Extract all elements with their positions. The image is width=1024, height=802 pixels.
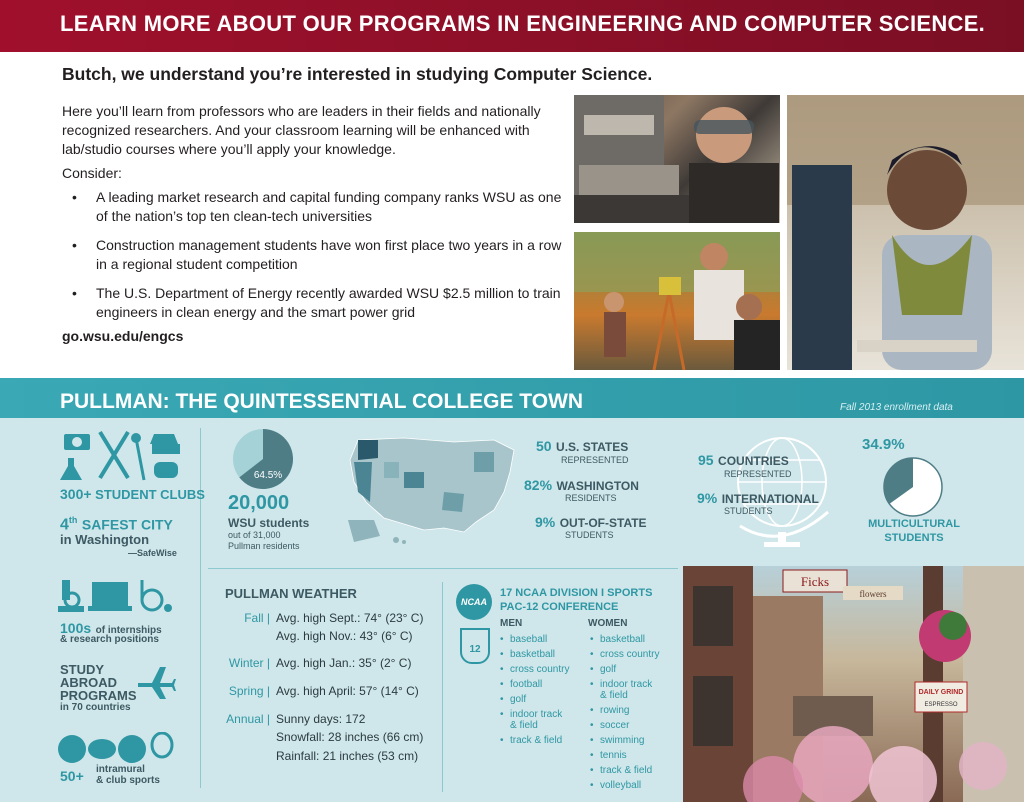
divider	[208, 568, 678, 569]
women-label: WOMEN	[588, 618, 628, 629]
list-item: • cross country	[588, 647, 668, 662]
countries-stat: 95 COUNTRIES	[698, 452, 789, 468]
multicultural-pie	[882, 456, 944, 518]
header-banner	[0, 0, 1024, 52]
washington-sub: RESIDENTS	[565, 493, 617, 503]
list-item: • volleyball	[588, 778, 668, 793]
safest-city-stat: 4th SAFEST CITY	[60, 515, 173, 534]
men-label: MEN	[500, 618, 523, 629]
student-computer-photo	[787, 95, 1024, 370]
women-sports-list	[588, 632, 668, 793]
weather-row: Avg. high Nov.: 43° (6° C)	[276, 629, 413, 643]
states-stat: 50 U.S. STATES	[536, 438, 629, 454]
airplane-icon	[136, 665, 176, 706]
weather-row: Spring | Avg. high April: 57° (14° C)	[228, 684, 419, 698]
list-item: • rowing	[588, 703, 668, 718]
bullet-list	[62, 188, 562, 332]
weather-row: Snowfall: 28 inches (66 cm)	[276, 730, 424, 744]
list-item: • tennis	[588, 748, 668, 763]
students-label: WSU students	[228, 516, 310, 530]
student-share-pie	[232, 428, 294, 490]
study-abroad-stat: STUDY ABROAD PROGRAMS	[60, 662, 137, 703]
internships-sub: & research positions	[60, 634, 159, 645]
clubs-stat: 300+ STUDENT CLUBS	[60, 486, 205, 502]
multicultural-pct: 34.9%	[862, 436, 905, 453]
safest-city-state: in Washington	[60, 532, 150, 547]
program-link[interactable]: go.wsu.edu/engcs	[62, 328, 184, 344]
list-item: • basketball	[498, 647, 580, 662]
list-item: • track & field	[588, 763, 668, 778]
pullman-title: PULLMAN: THE QUINTESSENTIAL COLLEGE TOWN	[60, 390, 584, 413]
safest-city-source: —SafeWise	[128, 548, 177, 558]
list-item: • basketball	[588, 632, 668, 647]
svg-text:Ficks: Ficks	[800, 574, 830, 589]
surveying-students-photo	[574, 232, 780, 370]
students-sub: out of 31,000 Pullman residents	[228, 530, 300, 551]
students-number: 20,000	[228, 492, 290, 514]
states-sub: REPRESENTED	[561, 455, 629, 465]
weather-row: Fall | Avg. high Sept.: 74° (23° C)	[244, 611, 424, 625]
multicultural-label: MULTICULTURAL STUDENTS	[868, 518, 960, 544]
svg-text:flowers: flowers	[859, 589, 887, 599]
list-item: • indoor track & field	[588, 677, 660, 703]
bullet-item: • A leading market research and capital funding company ranks WSU as one of the nation’s top ten clean-tech universities	[62, 188, 562, 226]
internships-stat: 100s of internships	[60, 620, 162, 636]
weather-row: Annual | Sunny days: 172	[226, 712, 366, 726]
weather-row: Rainfall: 21 inches (53 cm)	[276, 749, 419, 763]
bullet-item: • The U.S. Department of Energy recently awarded WSU $2.5 million to train engineers in clean energy and the smart power grid	[62, 284, 562, 322]
us-map	[344, 432, 522, 548]
list-item: • indoor track & field	[498, 707, 570, 733]
enrollment-note: Fall 2013 enrollment data	[840, 402, 953, 413]
list-item: • cross country	[498, 662, 580, 677]
list-item: • golf	[498, 692, 580, 707]
lab-student-photo	[574, 95, 780, 223]
men-sports-list	[498, 632, 580, 748]
out-of-state-stat: 9% OUT-OF-STATE	[535, 514, 647, 530]
research-icons	[58, 578, 178, 623]
ncaa-title: 17 NCAA DIVISION I SPORTS PAC-12 CONFERENCE	[500, 587, 653, 613]
svg-text:64.5%: 64.5%	[253, 470, 283, 481]
countries-sub: REPRESENTED	[724, 469, 792, 479]
intramural-label: intramural & club sports	[96, 764, 160, 786]
out-of-state-sub: STUDENTS	[565, 530, 614, 540]
consider-label: Consider:	[62, 165, 122, 181]
svg-text:DAILY GRIND: DAILY GRIND	[918, 689, 964, 696]
banner-title: LEARN MORE ABOUT OUR PROGRAMS IN ENGINEERING AND COMPUTER SCIENCE.	[60, 11, 986, 36]
divider	[442, 582, 443, 792]
pullman-section-header	[0, 378, 1024, 418]
personalized-subtitle: Butch, we understand you’re interested in studying Computer Science.	[62, 64, 653, 84]
bullet-item: • Construction management students have won first place two years in a row in a regional student competition	[62, 236, 562, 274]
ncaa-logo: NCAA	[456, 584, 492, 620]
list-item: • baseball	[498, 632, 580, 647]
weather-row: Winter | Avg. high Jan.: 35° (2° C)	[228, 656, 412, 670]
weather-title: PULLMAN WEATHER	[225, 586, 357, 601]
study-abroad-countries: in 70 countries	[60, 702, 131, 713]
intramural-stat: 50+	[60, 768, 84, 784]
list-item: • track & field	[498, 733, 580, 748]
list-item: • soccer	[588, 718, 668, 733]
list-item: • football	[498, 677, 580, 692]
intro-paragraph: Here you’ll learn from professors who are leaders in their fields and nationally recognized researchers. And your classroom learning will be enhanced with lab/studio courses where you’ll apply your knowledge.	[62, 103, 541, 157]
pac12-logo: 12	[460, 628, 490, 664]
divider	[200, 428, 201, 788]
international-stat: 9% INTERNATIONAL	[697, 490, 819, 506]
svg-text:ESPRESSO: ESPRESSO	[924, 702, 958, 708]
club-activities-icon	[60, 428, 190, 489]
list-item: • swimming	[588, 733, 668, 748]
downtown-street-photo	[683, 566, 1024, 802]
international-sub: STUDENTS	[724, 506, 773, 516]
washington-stat: 82% WASHINGTON	[524, 477, 639, 493]
list-item: • golf	[588, 662, 668, 677]
